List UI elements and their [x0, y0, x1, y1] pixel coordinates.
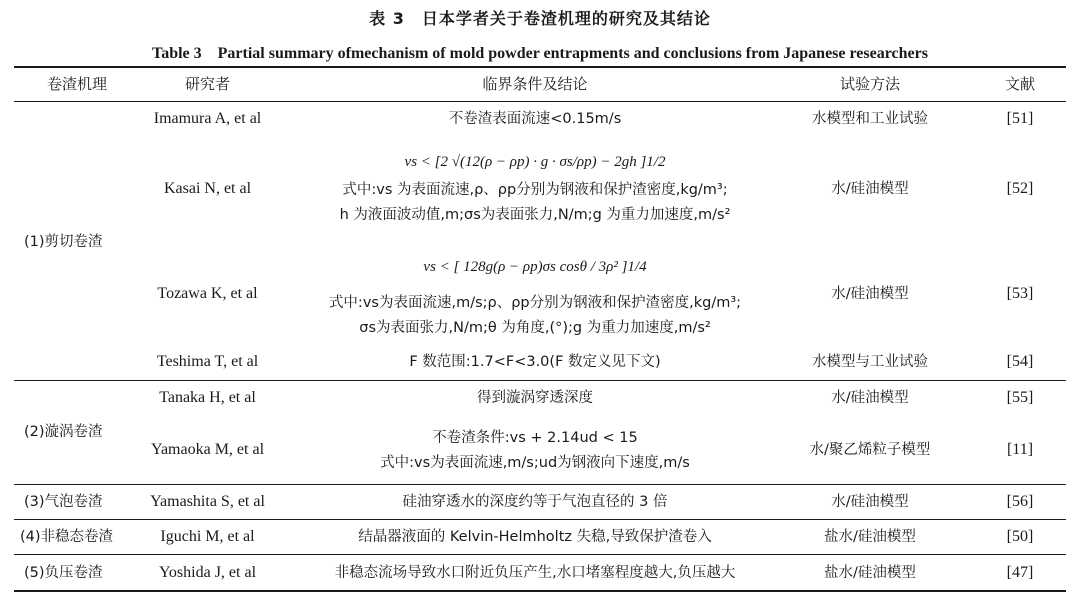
mechanism-shear: (1)剪切卷渣	[24, 234, 103, 250]
reference: [50]	[1006, 528, 1034, 545]
table-caption-en: Table 3 Partial summary ofmechanism of mold powder entrapments and conclusions from Japanese researchers	[152, 45, 928, 62]
conclusion-text: 式中:vs 为表面流速,ρ、ρp分别为钢液和保护渣密度,kg/m³;	[342, 182, 728, 198]
mechanism-unsteady: (4)非稳态卷渣	[20, 529, 114, 545]
researcher-name: Yamashita S, et al	[150, 493, 265, 510]
header-reference: 文献	[1004, 75, 1035, 93]
formula: vs < [2 √(12(ρ − ρp) · g · σs/ρp) − 2gh ]1/2	[404, 154, 666, 170]
group-divider	[14, 380, 1066, 381]
mechanism-vortex: (2)漩涡卷渣	[24, 424, 103, 440]
group-divider	[14, 554, 1066, 555]
table-caption-cn: 表 3 日本学者关于卷渣机理的研究及其结论	[369, 9, 711, 28]
reference: [54]	[1006, 353, 1034, 370]
conclusion-text: 非稳态流场导致水口附近负压产生,水口堵塞程度越大,负压越大	[334, 565, 736, 581]
mechanism-bubble: (3)气泡卷渣	[24, 494, 103, 510]
reference: [51]	[1006, 110, 1034, 127]
conclusion-text: 式中:vs为表面流速,m/s;ρ、ρp分别为钢液和保护渣密度,kg/m³;	[328, 295, 742, 311]
header-mechanism: 卷渣机理	[46, 75, 107, 93]
reference: [11]	[1006, 441, 1034, 458]
conclusion-text: h 为液面波动值,m;σs为表面张力,N/m;g 为重力加速度,m/s²	[339, 207, 731, 223]
mechanism-negative-pressure: (5)负压卷渣	[24, 565, 103, 581]
researcher-name: Iguchi M, et al	[160, 528, 255, 545]
test-method: 水/硅油模型	[831, 390, 909, 406]
conclusion-text: F 数范围:1.7<F<3.0(F 数定义见下文)	[409, 354, 661, 370]
top-rule	[14, 66, 1066, 68]
researcher-name: Kasai N, et al	[163, 180, 252, 197]
test-method: 水/硅油模型	[831, 286, 909, 302]
reference: [52]	[1006, 180, 1034, 197]
bottom-rule	[14, 590, 1066, 592]
test-method: 水/硅油模型	[831, 494, 909, 510]
test-method: 水模型与工业试验	[812, 354, 928, 370]
reference: [53]	[1006, 285, 1034, 302]
test-method: 水/硅油模型	[831, 181, 909, 197]
reference: [56]	[1006, 493, 1034, 510]
conclusion-text: 不卷渣条件:vs + 2.14ud < 15	[432, 430, 638, 446]
researcher-name: Tanaka H, et al	[159, 389, 256, 406]
test-method: 盐水/硅油模型	[824, 565, 916, 581]
group-divider	[14, 484, 1066, 485]
reference: [55]	[1006, 389, 1034, 406]
researcher-name: Tozawa K, et al	[157, 285, 258, 302]
researcher-name: Teshima T, et al	[156, 353, 259, 370]
researcher-name: Yamaoka M, et al	[150, 441, 265, 458]
header-researcher: 研究者	[184, 75, 230, 93]
conclusion-text: 不卷渣表面流速<0.15m/s	[448, 111, 622, 127]
test-method: 水模型和工业试验	[812, 111, 928, 127]
formula: vs < [ 128g(ρ − ρp)σs cosθ / 3ρ² ]1/4	[423, 259, 647, 275]
conclusion-text: 式中:vs为表面流速,m/s;ud为钢液向下速度,m/s	[380, 455, 690, 471]
group-divider	[14, 519, 1066, 520]
reference: [47]	[1006, 564, 1034, 581]
test-method: 水/聚乙烯粒子模型	[809, 442, 931, 458]
test-method: 盐水/硅油模型	[824, 529, 916, 545]
researcher-name: Imamura A, et al	[153, 110, 262, 127]
conclusion-text: σs为表面张力,N/m;θ 为角度,(°);g 为重力加速度,m/s²	[359, 320, 711, 336]
header-conclusion: 临界条件及结论	[482, 75, 588, 93]
conclusion-text: 得到漩涡穿透深度	[477, 390, 593, 406]
header-rule	[14, 101, 1066, 102]
conclusion-text: 硅油穿透水的深度约等于气泡直径的 3 倍	[402, 494, 668, 510]
header-method: 试验方法	[839, 75, 900, 93]
researcher-name: Yoshida J, et al	[158, 564, 257, 581]
conclusion-text: 结晶器液面的 Kelvin-Helmholtz 失稳,导致保护渣卷入	[358, 529, 712, 545]
